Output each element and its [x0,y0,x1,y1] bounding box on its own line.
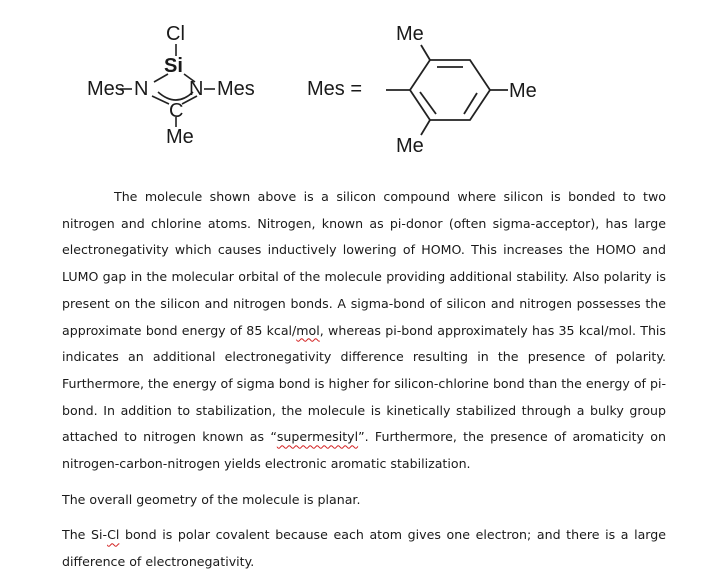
me-bottom-label: Me [166,126,194,148]
spellcheck-supermesityl: supermesityl [276,429,359,445]
paragraph-si-cl-bond [62,522,666,575]
n-left-label: N [134,78,149,100]
me-top-label: Me [396,23,424,45]
mes-left-label: Mes [87,78,125,100]
paragraph-3-part-a: The Si- [62,527,108,543]
n-right-label: N [189,78,204,100]
spellcheck-cl: Cl [107,527,120,543]
c-atom-label: C [169,100,184,122]
paragraph-1-part-c: ”. Furthermore, the presence of aromaticity on nitrogen-carbon-nitrogen yields electronic aromatic stabilization. [62,429,666,472]
paragraph-1-part-b: , whereas pi-bond approximately has 35 kcal/mol. This indicates an additional electronegativity difference resulting in the presence of polarity. Furthermore, the energy of sigma bond is higher for silicon-chlorine bond than the energy of pi-bond. In addition to stabilization, the molecule is kinetically stabilized through a bulky group attached to nitrogen known as “ [62,322,666,445]
document-body [62,184,666,576]
spellcheck-mol: mol [296,322,320,338]
me-right-label: Me [509,80,537,102]
paragraph-geometry: The overall geometry of the molecule is planar. [62,491,361,507]
cl-atom-label: Cl [166,23,185,45]
paragraph-3-part-b: bond is polar covalent because each atom gives one electron; and there is a large difference of electronegativity. [62,527,666,570]
paragraph-explanation [62,184,666,478]
mes-right-label: Mes [217,78,255,100]
paragraph-1-part-a: The molecule shown above is a silicon compound where silicon is bonded to two nitrogen and chlorine atoms. Nitrogen, known as pi-donor (often sigma-acceptor), has large electronegativity which causes inductively lowering of HOMO. This increases the HOMO and LUMO gap in the molecular orbital of the molecule providing additional stability. Also polarity is present on the silicon and nitrogen bonds. A sigma-bond of silicon and nitrogen possesses the approximate bond energy of 85 kcal/ [62,189,666,338]
me-ring-bottom-label: Me [396,135,424,157]
si-atom-label: Si [164,55,183,77]
mes-definition-label: Mes = [307,78,363,100]
